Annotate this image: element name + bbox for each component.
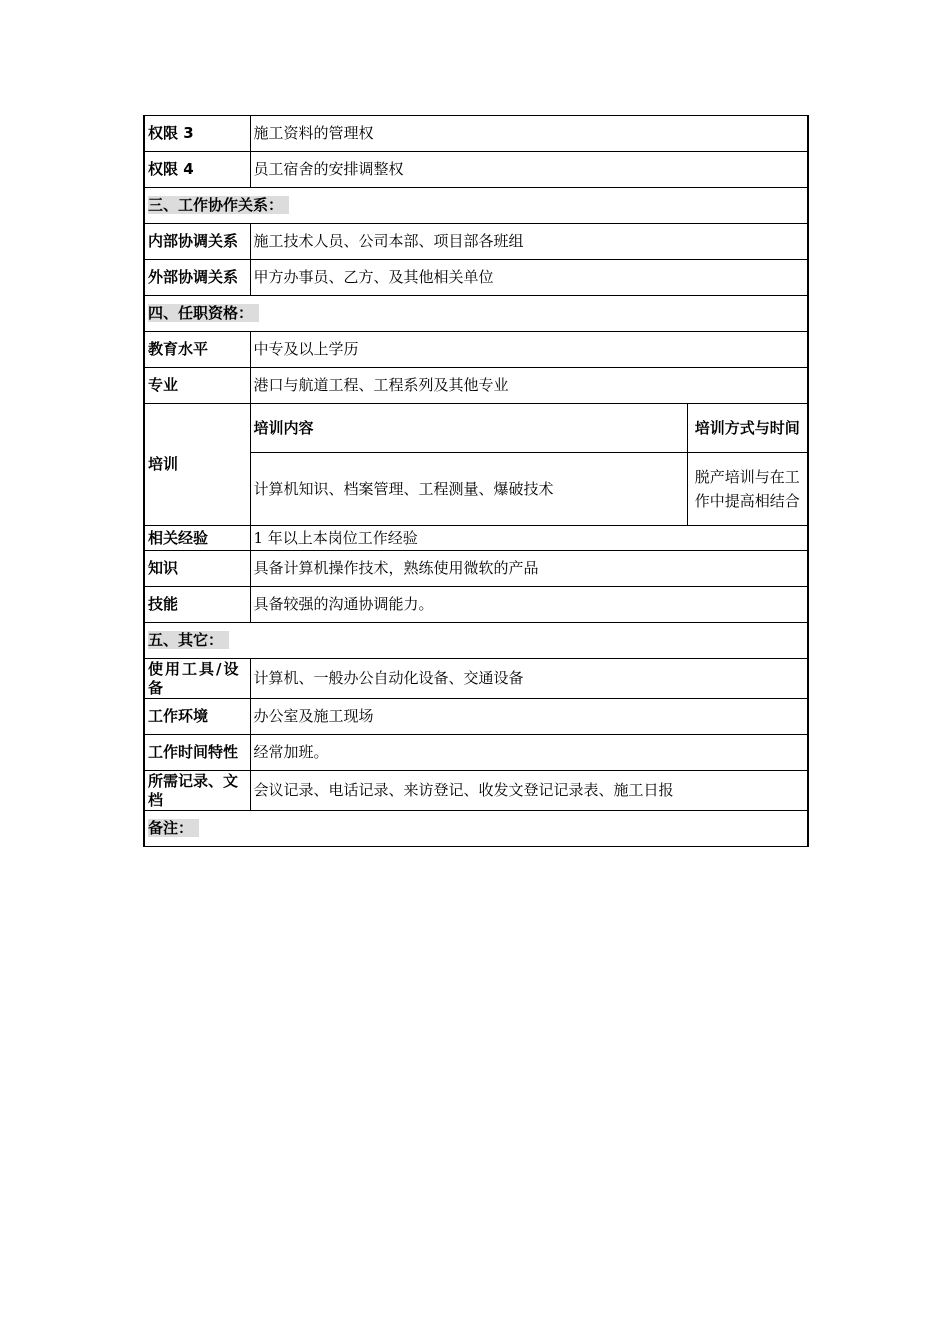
training-content-value: 计算机知识、档案管理、工程测量、爆破技术 xyxy=(250,453,687,526)
training-content-header: 培训内容 xyxy=(250,404,687,453)
section-title-collaboration: 三、工作协作关系： xyxy=(144,188,808,224)
row-label-work-hours: 工作时间特性 xyxy=(144,735,250,771)
row-label-records: 所需记录、文档 xyxy=(144,771,250,811)
row-value-permission-3: 施工资料的管理权 xyxy=(250,116,808,152)
row-value-records: 会议记录、电话记录、来访登记、收发文登记记录表、施工日报 xyxy=(250,771,808,811)
row-label-permission-3: 权限 3 xyxy=(144,116,250,152)
row-value-environment: 办公室及施工现场 xyxy=(250,699,808,735)
row-value-skill: 具备较强的沟通协调能力。 xyxy=(250,587,808,623)
row-label-education: 教育水平 xyxy=(144,332,250,368)
section-title-other: 五、其它： xyxy=(144,623,808,659)
row-value-external: 甲方办事员、乙方、及其他相关单位 xyxy=(250,260,808,296)
row-label-knowledge: 知识 xyxy=(144,551,250,587)
section-title-notes: 备注： xyxy=(144,811,808,847)
row-value-education: 中专及以上学历 xyxy=(250,332,808,368)
row-label-permission-4: 权限 4 xyxy=(144,152,250,188)
row-label-environment: 工作环境 xyxy=(144,699,250,735)
training-method-value: 脱产培训与在工作中提高相结合 xyxy=(687,453,808,526)
row-label-experience: 相关经验 xyxy=(144,526,250,551)
job-description-table xyxy=(143,115,809,847)
row-value-work-hours: 经常加班。 xyxy=(250,735,808,771)
row-label-major: 专业 xyxy=(144,368,250,404)
row-label-external: 外部协调关系 xyxy=(144,260,250,296)
row-label-training: 培训 xyxy=(144,404,250,526)
training-method-header: 培训方式与时间 xyxy=(687,404,808,453)
row-value-experience: 1 年以上本岗位工作经验 xyxy=(250,526,808,551)
section-title-qualifications: 四、任职资格： xyxy=(144,296,808,332)
row-value-major: 港口与航道工程、工程系列及其他专业 xyxy=(250,368,808,404)
row-value-knowledge: 具备计算机操作技术，熟练使用微软的产品 xyxy=(250,551,808,587)
row-value-tools: 计算机、一般办公自动化设备、交通设备 xyxy=(250,659,808,699)
row-label-internal: 内部协调关系 xyxy=(144,224,250,260)
row-value-internal: 施工技术人员、公司本部、项目部各班组 xyxy=(250,224,808,260)
row-label-skill: 技能 xyxy=(144,587,250,623)
row-label-tools: 使用工具/设备 xyxy=(144,659,250,699)
row-value-permission-4: 员工宿舍的安排调整权 xyxy=(250,152,808,188)
